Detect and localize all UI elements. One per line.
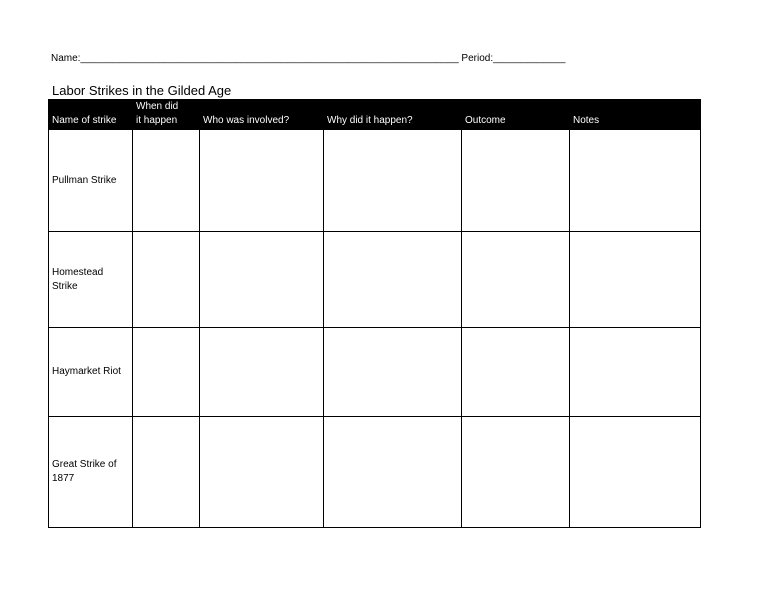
col-header-why: Why did it happen? (324, 100, 462, 130)
col-header-outcome: Outcome (462, 100, 570, 130)
cell-when[interactable] (133, 130, 200, 232)
col-header-when: When did it happen (133, 100, 200, 130)
table-row (49, 130, 701, 232)
cell-outcome[interactable] (462, 232, 570, 328)
cell-why[interactable] (324, 328, 462, 417)
cell-notes[interactable] (570, 417, 701, 528)
col-header-who: Who was involved? (200, 100, 324, 130)
row-label-homestead: Homestead Strike (49, 232, 133, 328)
cell-who[interactable] (200, 328, 324, 417)
name-period-line[interactable]: Name:____________________________________________________________________ Period:_____________ (51, 53, 566, 64)
cell-outcome[interactable] (462, 328, 570, 417)
cell-why[interactable] (324, 232, 462, 328)
cell-outcome[interactable] (462, 417, 570, 528)
col-header-notes: Notes (570, 100, 701, 130)
cell-notes[interactable] (570, 232, 701, 328)
cell-outcome[interactable] (462, 130, 570, 232)
row-label-great-strike: Great Strike of 1877 (49, 417, 133, 528)
row-label-haymarket: Haymarket Riot (49, 328, 133, 417)
worksheet-title: Labor Strikes in the Gilded Age (52, 83, 232, 98)
table-header-row (49, 100, 701, 130)
table-row (49, 232, 701, 328)
cell-notes[interactable] (570, 130, 701, 232)
cell-who[interactable] (200, 232, 324, 328)
col-header-name: Name of strike (49, 100, 133, 130)
row-label-pullman: Pullman Strike (49, 130, 133, 232)
cell-who[interactable] (200, 130, 324, 232)
cell-notes[interactable] (570, 328, 701, 417)
table-row (49, 328, 701, 417)
cell-why[interactable] (324, 130, 462, 232)
cell-when[interactable] (133, 232, 200, 328)
cell-when[interactable] (133, 328, 200, 417)
strikes-table (48, 99, 701, 528)
cell-when[interactable] (133, 417, 200, 528)
cell-why[interactable] (324, 417, 462, 528)
table-row (49, 417, 701, 528)
cell-who[interactable] (200, 417, 324, 528)
